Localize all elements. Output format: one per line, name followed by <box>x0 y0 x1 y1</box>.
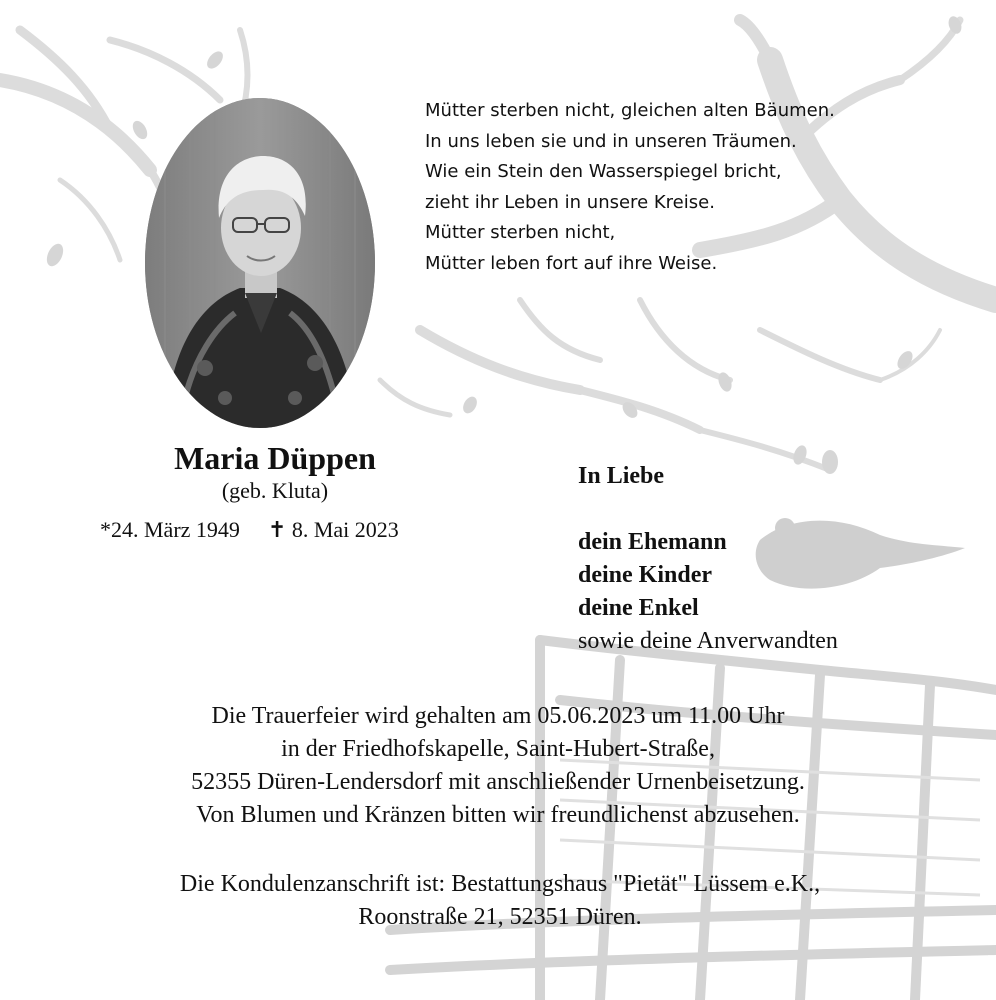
poem-line: Mütter sterben nicht, <box>425 222 616 243</box>
mourners-heading: In Liebe <box>578 463 665 489</box>
service-line: Die Trauerfeier wird gehalten am 05.06.2023 um 11.00 Uhr <box>211 703 785 729</box>
service-line: Von Blumen und Kränzen bitten wir freundlichenst abzusehen. <box>196 802 800 828</box>
mourner-line: deine Kinder <box>578 562 713 588</box>
funeral-service-info <box>0 700 996 832</box>
mourner-line: dein Ehemann <box>578 529 727 555</box>
memorial-poem <box>425 96 945 279</box>
poem-line: In uns leben sie und in unseren Träumen. <box>425 130 797 152</box>
service-line: 52355 Düren-Lendersdorf mit anschließender Urnenbeisetzung. <box>191 769 805 795</box>
birth-date: *24. März 1949 <box>100 517 240 542</box>
portrait-photo <box>145 98 375 428</box>
maiden-name: (geb. Kluta) <box>221 478 329 503</box>
condolence-address <box>0 868 996 934</box>
mourner-others: sowie deine Anverwandten <box>578 628 838 654</box>
mourners-block <box>578 460 978 658</box>
address-line: Roonstraße 21, 52351 Düren. <box>358 904 642 930</box>
poem-line: Mütter sterben nicht, gleichen alten Bäumen. <box>425 100 835 121</box>
poem-line: Mütter leben fort auf ihre Weise. <box>425 252 718 274</box>
life-dates <box>100 517 480 543</box>
service-line: in der Friedhofskapelle, Saint-Hubert-Straße, <box>281 736 715 762</box>
mourner-line: deine Enkel <box>578 595 699 621</box>
address-line: Die Kondulenzanschrift ist: Bestattungshaus "Pietät" Lüssem e.K., <box>179 871 821 897</box>
deceased-name: Maria Düppen <box>174 440 376 476</box>
poem-line: zieht ihr Leben in unsere Kreise. <box>425 191 715 213</box>
poem-line: Wie ein Stein den Wasserspiegel bricht, <box>425 161 782 182</box>
death-date: ✝ 8. Mai 2023 <box>267 517 399 542</box>
